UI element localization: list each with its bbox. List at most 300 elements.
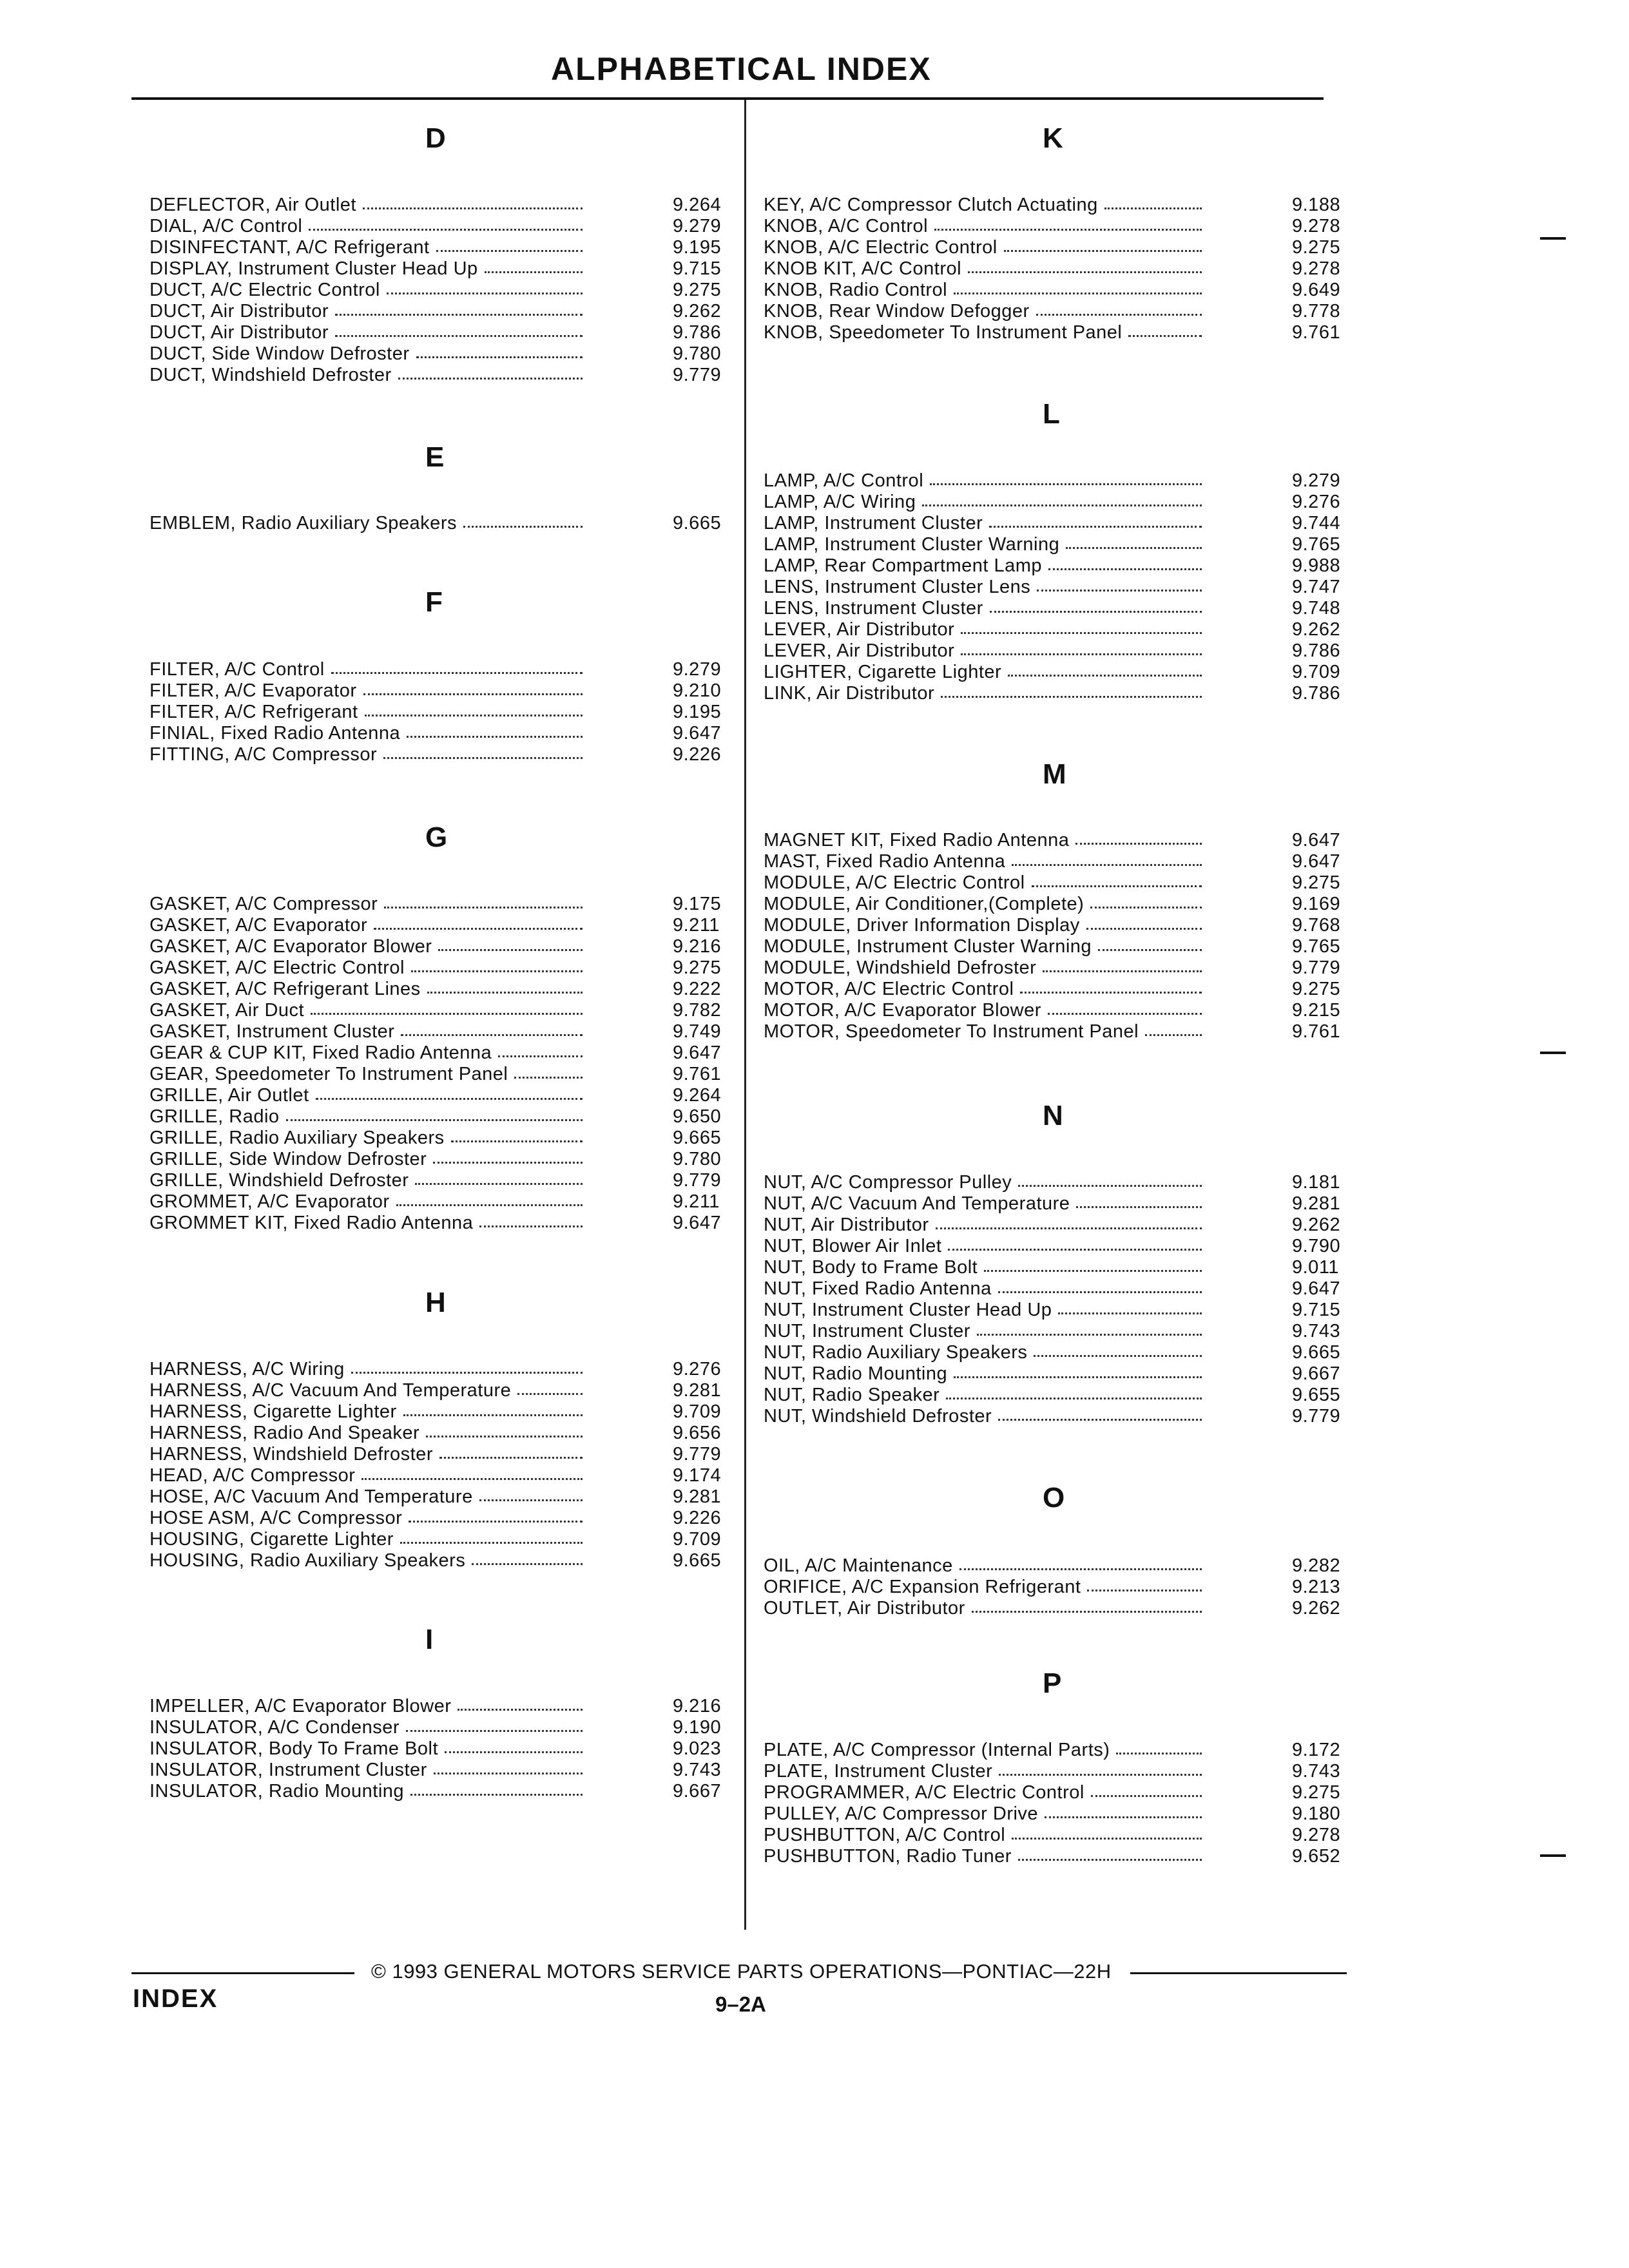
index-entry bbox=[149, 1465, 729, 1486]
dot-leader bbox=[1104, 207, 1202, 209]
index-group bbox=[149, 1696, 729, 1802]
entry-page: 9.779 bbox=[1292, 957, 1341, 978]
entry-page: 9.264 bbox=[673, 195, 722, 215]
dot-leader bbox=[1090, 907, 1202, 908]
dot-leader bbox=[331, 672, 583, 674]
entry-page: 9.275 bbox=[1292, 872, 1341, 893]
entry-name: LAMP, Rear Compartment Lamp bbox=[764, 555, 1043, 576]
dot-leader bbox=[1012, 1838, 1202, 1840]
entry-name: NUT, Windshield Defroster bbox=[764, 1406, 992, 1427]
entry-page: 9.743 bbox=[1292, 1761, 1341, 1782]
index-entry bbox=[149, 1043, 729, 1064]
dot-leader bbox=[436, 250, 583, 252]
entry-page: 9.748 bbox=[1292, 598, 1341, 619]
index-entry bbox=[764, 1385, 1356, 1406]
entry-page: 9.211 bbox=[673, 915, 720, 936]
dot-leader bbox=[438, 949, 583, 951]
index-entry bbox=[149, 723, 729, 744]
dot-leader bbox=[1048, 1013, 1202, 1015]
entry-page: 9.667 bbox=[673, 1781, 722, 1802]
index-entry bbox=[764, 1172, 1356, 1193]
index-entry bbox=[764, 915, 1356, 936]
entry-page: 9.210 bbox=[673, 680, 722, 701]
dot-leader bbox=[479, 1499, 583, 1501]
index-entry bbox=[764, 258, 1356, 280]
index-entry bbox=[764, 640, 1356, 662]
index-entry bbox=[149, 280, 729, 301]
entry-name: PLATE, Instrument Cluster bbox=[764, 1761, 993, 1782]
index-entry bbox=[764, 619, 1356, 640]
dot-leader bbox=[384, 907, 583, 908]
entry-page: 9.216 bbox=[673, 936, 722, 957]
index-entry bbox=[764, 1021, 1356, 1043]
entry-page: 9.279 bbox=[1292, 470, 1341, 491]
entry-page: 9.656 bbox=[673, 1423, 722, 1443]
index-entry bbox=[764, 851, 1356, 872]
entry-name: KNOB, Radio Control bbox=[764, 280, 948, 300]
dot-leader bbox=[383, 757, 583, 759]
entry-name: NUT, Instrument Cluster Head Up bbox=[764, 1300, 1052, 1320]
index-entry bbox=[149, 1423, 729, 1444]
index-entry bbox=[764, 534, 1356, 555]
entry-page: 9.650 bbox=[673, 1106, 722, 1127]
dot-leader bbox=[407, 736, 583, 738]
entry-page: 9.761 bbox=[1292, 1021, 1341, 1042]
section-label: INDEX bbox=[133, 1984, 218, 2013]
dot-leader bbox=[1004, 250, 1202, 252]
entry-name: MOTOR, A/C Evaporator Blower bbox=[764, 1000, 1041, 1021]
dot-leader bbox=[930, 483, 1202, 485]
index-entry bbox=[764, 322, 1356, 343]
index-entry bbox=[764, 1761, 1356, 1782]
entry-page: 9.211 bbox=[673, 1191, 720, 1212]
entry-name: GASKET, A/C Electric Control bbox=[149, 957, 405, 978]
dot-leader bbox=[363, 207, 583, 209]
entry-page: 9.172 bbox=[1292, 1740, 1341, 1760]
dot-leader bbox=[1037, 590, 1202, 591]
dot-leader bbox=[1087, 1590, 1202, 1591]
dot-leader bbox=[335, 314, 583, 316]
entry-name: OUTLET, Air Distributor bbox=[764, 1598, 965, 1619]
entry-name: GRILLE, Side Window Defroster bbox=[149, 1149, 427, 1169]
index-entry bbox=[149, 1550, 729, 1571]
section-letter: K bbox=[1043, 122, 1063, 154]
dot-leader bbox=[954, 1376, 1202, 1378]
index-entry bbox=[764, 555, 1356, 577]
dot-leader bbox=[999, 1774, 1202, 1776]
dot-leader bbox=[934, 229, 1202, 231]
dot-leader bbox=[1116, 1753, 1202, 1754]
entry-page: 9.181 bbox=[1292, 1172, 1341, 1193]
entry-name: LENS, Instrument Cluster bbox=[764, 598, 983, 619]
index-entry bbox=[149, 1191, 729, 1213]
dot-leader bbox=[514, 1077, 583, 1079]
entry-page: 9.768 bbox=[1292, 915, 1341, 936]
section-letter: N bbox=[1043, 1100, 1063, 1131]
dot-leader bbox=[922, 505, 1202, 506]
index-entry bbox=[149, 744, 729, 765]
entry-page: 9.786 bbox=[1292, 683, 1341, 704]
entry-name: HEAD, A/C Compressor bbox=[149, 1465, 356, 1486]
entry-page: 9.765 bbox=[1292, 534, 1341, 555]
entry-page: 9.222 bbox=[673, 979, 722, 999]
entry-name: GRILLE, Air Outlet bbox=[149, 1085, 309, 1106]
entry-page: 9.275 bbox=[1292, 1782, 1341, 1803]
dot-leader bbox=[972, 1611, 1202, 1613]
index-entry bbox=[149, 680, 729, 702]
dot-leader bbox=[472, 1563, 583, 1565]
entry-name: DUCT, Air Distributor bbox=[149, 301, 329, 322]
dot-leader bbox=[387, 293, 583, 294]
page-title: ALPHABETICAL INDEX bbox=[551, 51, 932, 87]
footer-copyright: © 1993 GENERAL MOTORS SERVICE PARTS OPERATIONS—PONTIAC—22H bbox=[371, 1960, 1112, 1983]
entry-name: GRILLE, Radio Auxiliary Speakers bbox=[149, 1128, 445, 1148]
index-entry bbox=[764, 1193, 1356, 1215]
dot-leader bbox=[1012, 864, 1202, 866]
index-entry bbox=[149, 1170, 729, 1191]
index-entry bbox=[764, 830, 1356, 851]
entry-page: 9.278 bbox=[1292, 1825, 1341, 1845]
entry-name: MODULE, Air Conditioner,(Complete) bbox=[764, 894, 1084, 914]
dot-leader bbox=[517, 1393, 583, 1395]
index-entry bbox=[149, 195, 729, 216]
entry-page: 9.282 bbox=[1292, 1555, 1341, 1576]
entry-name: PUSHBUTTON, A/C Control bbox=[764, 1825, 1006, 1845]
dot-leader bbox=[311, 1013, 583, 1015]
entry-page: 9.175 bbox=[673, 894, 722, 914]
entry-name: MODULE, Instrument Cluster Warning bbox=[764, 936, 1092, 957]
entry-page: 9.779 bbox=[673, 365, 722, 385]
dot-leader bbox=[1018, 1185, 1202, 1187]
dot-leader bbox=[959, 1568, 1202, 1570]
dot-leader bbox=[936, 1227, 1202, 1229]
entry-name: NUT, Air Distributor bbox=[764, 1215, 929, 1235]
entry-name: HOSE, A/C Vacuum And Temperature bbox=[149, 1486, 473, 1507]
entry-name: MODULE, Windshield Defroster bbox=[764, 957, 1037, 978]
index-entry bbox=[764, 894, 1356, 915]
entry-name: NUT, Instrument Cluster bbox=[764, 1321, 970, 1341]
index-entry bbox=[149, 936, 729, 957]
index-entry bbox=[764, 1577, 1356, 1598]
index-entry bbox=[149, 301, 729, 322]
index-entry bbox=[764, 1825, 1356, 1846]
entry-page: 9.275 bbox=[673, 280, 722, 300]
entry-page: 9.023 bbox=[673, 1738, 722, 1759]
entry-name: HOUSING, Radio Auxiliary Speakers bbox=[149, 1550, 466, 1571]
entry-name: FILTER, A/C Evaporator bbox=[149, 680, 357, 701]
index-entry bbox=[764, 216, 1356, 237]
dot-leader bbox=[1086, 928, 1202, 930]
dot-leader bbox=[400, 1542, 583, 1544]
entry-page: 9.281 bbox=[1292, 1193, 1341, 1214]
index-entry bbox=[764, 1257, 1356, 1278]
index-entry bbox=[764, 1740, 1356, 1761]
dot-leader bbox=[1043, 970, 1202, 972]
entry-page: 9.276 bbox=[1292, 492, 1341, 512]
dot-leader bbox=[406, 1730, 583, 1732]
section-letter: O bbox=[1043, 1482, 1065, 1514]
footer-rule-left bbox=[131, 1972, 354, 1974]
dot-leader bbox=[434, 1773, 583, 1774]
entry-name: DUCT, Windshield Defroster bbox=[149, 365, 392, 385]
dot-leader bbox=[1034, 1355, 1202, 1357]
index-entry bbox=[149, 322, 729, 343]
entry-page: 9.226 bbox=[673, 744, 722, 765]
entry-name: FILTER, A/C Refrigerant bbox=[149, 702, 358, 722]
section-letter: D bbox=[425, 122, 446, 154]
entry-page: 9.743 bbox=[673, 1760, 722, 1780]
page-number: 9–2A bbox=[715, 1992, 766, 2016]
entry-page: 9.195 bbox=[673, 237, 722, 258]
entry-page: 9.647 bbox=[673, 1213, 722, 1233]
dot-leader bbox=[990, 611, 1202, 613]
index-group bbox=[764, 1555, 1356, 1619]
dot-leader bbox=[409, 1521, 583, 1523]
entry-name: HARNESS, A/C Vacuum And Temperature bbox=[149, 1380, 512, 1401]
entry-name: DUCT, Air Distributor bbox=[149, 322, 329, 343]
entry-name: PLATE, A/C Compressor (Internal Parts) bbox=[764, 1740, 1110, 1760]
index-entry bbox=[764, 683, 1356, 704]
dot-leader bbox=[1048, 568, 1202, 570]
index-entry bbox=[764, 1300, 1356, 1321]
dot-leader bbox=[426, 1436, 583, 1437]
entry-name: HOSE ASM, A/C Compressor bbox=[149, 1508, 403, 1528]
entry-page: 9.647 bbox=[1292, 830, 1341, 850]
entry-name: HARNESS, Cigarette Lighter bbox=[149, 1401, 397, 1422]
entry-page: 9.262 bbox=[673, 301, 722, 322]
index-entry bbox=[149, 1000, 729, 1021]
index-entry bbox=[149, 1401, 729, 1423]
dot-leader bbox=[485, 271, 583, 273]
index-entry bbox=[149, 365, 729, 386]
entry-page: 9.779 bbox=[673, 1170, 722, 1191]
entry-name: HARNESS, A/C Wiring bbox=[149, 1359, 345, 1379]
entry-page: 9.779 bbox=[1292, 1406, 1341, 1427]
index-entry bbox=[149, 1508, 729, 1529]
entry-name: LAMP, A/C Wiring bbox=[764, 492, 916, 512]
index-entry bbox=[764, 1782, 1356, 1803]
section-letter: G bbox=[425, 822, 448, 853]
dot-leader bbox=[998, 1291, 1202, 1293]
margin-mark bbox=[1540, 1854, 1566, 1857]
dot-leader bbox=[1128, 335, 1202, 337]
entry-page: 9.761 bbox=[673, 1064, 722, 1084]
dot-leader bbox=[968, 271, 1202, 273]
index-group bbox=[149, 894, 729, 1234]
margin-mark bbox=[1540, 237, 1566, 240]
dot-leader bbox=[961, 653, 1202, 655]
dot-leader bbox=[1032, 885, 1202, 887]
dot-leader bbox=[1036, 314, 1202, 316]
entry-name: NUT, Radio Speaker bbox=[764, 1385, 940, 1405]
dot-leader bbox=[1058, 1312, 1202, 1314]
entry-page: 9.786 bbox=[673, 322, 722, 343]
index-entry bbox=[764, 957, 1356, 979]
entry-name: NUT, A/C Vacuum And Temperature bbox=[764, 1193, 1070, 1214]
entry-page: 9.790 bbox=[1292, 1236, 1341, 1256]
entry-name: FITTING, A/C Compressor bbox=[149, 744, 378, 765]
entry-page: 9.011 bbox=[1292, 1257, 1339, 1278]
entry-name: OIL, A/C Maintenance bbox=[764, 1555, 953, 1576]
dot-leader bbox=[416, 356, 583, 358]
entry-name: NUT, Radio Auxiliary Speakers bbox=[764, 1342, 1028, 1363]
entry-name: GASKET, A/C Refrigerant Lines bbox=[149, 979, 421, 999]
entry-page: 9.652 bbox=[1292, 1846, 1341, 1867]
entry-page: 9.262 bbox=[1292, 619, 1341, 640]
entry-page: 9.778 bbox=[1292, 301, 1341, 322]
index-entry bbox=[764, 662, 1356, 683]
entry-name: GASKET, A/C Evaporator Blower bbox=[149, 936, 432, 957]
index-entry bbox=[149, 957, 729, 979]
entry-name: DIAL, A/C Control bbox=[149, 216, 303, 236]
index-group bbox=[764, 830, 1356, 1043]
entry-name: DEFLECTOR, Air Outlet bbox=[149, 195, 356, 215]
index-entry bbox=[764, 1342, 1356, 1363]
entry-name: GASKET, Air Duct bbox=[149, 1000, 305, 1021]
entry-name: EMBLEM, Radio Auxiliary Speakers bbox=[149, 513, 457, 533]
entry-name: LEVER, Air Distributor bbox=[764, 640, 955, 661]
dot-leader bbox=[1018, 1859, 1202, 1861]
entry-name: GRILLE, Radio bbox=[149, 1106, 280, 1127]
index-entry bbox=[149, 1696, 729, 1717]
entry-name: GEAR & CUP KIT, Fixed Radio Antenna bbox=[149, 1043, 492, 1063]
dot-leader bbox=[361, 1478, 583, 1480]
entry-page: 9.279 bbox=[673, 659, 722, 680]
entry-page: 9.780 bbox=[673, 1149, 722, 1169]
index-group bbox=[764, 1172, 1356, 1427]
entry-name: PULLEY, A/C Compressor Drive bbox=[764, 1803, 1039, 1824]
dot-leader bbox=[309, 229, 583, 231]
index-entry bbox=[764, 280, 1356, 301]
entry-name: MODULE, A/C Electric Control bbox=[764, 872, 1025, 893]
dot-leader bbox=[335, 335, 583, 337]
dot-leader bbox=[984, 1270, 1202, 1272]
entry-page: 9.665 bbox=[673, 1128, 722, 1148]
index-entry bbox=[149, 894, 729, 915]
section-letter: H bbox=[425, 1287, 446, 1318]
entry-name: DISINFECTANT, A/C Refrigerant bbox=[149, 237, 430, 258]
index-entry bbox=[764, 195, 1356, 216]
index-group bbox=[149, 513, 729, 534]
index-entry bbox=[764, 492, 1356, 513]
entry-page: 9.647 bbox=[673, 723, 722, 744]
index-entry bbox=[764, 1406, 1356, 1427]
entry-name: MODULE, Driver Information Display bbox=[764, 915, 1080, 936]
entry-page: 9.275 bbox=[673, 957, 722, 978]
entry-name: HARNESS, Windshield Defroster bbox=[149, 1444, 433, 1465]
entry-name: PROGRAMMER, A/C Electric Control bbox=[764, 1782, 1084, 1803]
dot-leader bbox=[398, 378, 583, 380]
entry-name: DUCT, A/C Electric Control bbox=[149, 280, 380, 300]
dot-leader bbox=[977, 1334, 1202, 1336]
entry-page: 9.786 bbox=[1292, 640, 1341, 661]
index-entry bbox=[149, 216, 729, 237]
dot-leader bbox=[948, 1249, 1202, 1251]
dot-leader bbox=[1008, 675, 1202, 677]
entry-page: 9.275 bbox=[1292, 979, 1341, 999]
dot-leader bbox=[401, 1034, 583, 1036]
dot-leader bbox=[410, 1794, 583, 1796]
entry-name: KNOB, Rear Window Defogger bbox=[764, 301, 1030, 322]
entry-name: KNOB, A/C Control bbox=[764, 216, 929, 236]
dot-leader bbox=[439, 1457, 583, 1459]
dot-leader bbox=[433, 1162, 583, 1164]
entry-page: 9.715 bbox=[673, 258, 722, 279]
index-entry bbox=[764, 872, 1356, 894]
dot-leader bbox=[374, 928, 583, 930]
index-entry bbox=[149, 1359, 729, 1380]
index-entry bbox=[764, 1803, 1356, 1825]
entry-name: NUT, Fixed Radio Antenna bbox=[764, 1278, 992, 1299]
dot-leader bbox=[351, 1372, 583, 1374]
entry-page: 9.780 bbox=[673, 343, 722, 364]
entry-page: 9.226 bbox=[673, 1508, 722, 1528]
index-entry bbox=[149, 1781, 729, 1802]
entry-page: 9.180 bbox=[1292, 1803, 1341, 1824]
index-entry bbox=[149, 237, 729, 258]
index-entry bbox=[764, 936, 1356, 957]
entry-page: 9.709 bbox=[1292, 662, 1341, 682]
dot-leader bbox=[941, 696, 1202, 698]
entry-name: NUT, A/C Compressor Pulley bbox=[764, 1172, 1012, 1193]
dot-leader bbox=[458, 1709, 583, 1711]
entry-name: KNOB, A/C Electric Control bbox=[764, 237, 998, 258]
entry-page: 9.195 bbox=[673, 702, 722, 722]
dot-leader bbox=[479, 1225, 583, 1227]
entry-page: 9.665 bbox=[673, 1550, 722, 1571]
dot-leader bbox=[946, 1398, 1202, 1399]
index-entry bbox=[764, 1846, 1356, 1867]
entry-name: MOTOR, A/C Electric Control bbox=[764, 979, 1014, 999]
entry-name: KNOB KIT, A/C Control bbox=[764, 258, 962, 279]
entry-page: 9.278 bbox=[1292, 258, 1341, 279]
section-letter: L bbox=[1043, 398, 1060, 430]
dot-leader bbox=[1076, 1206, 1202, 1208]
entry-page: 9.190 bbox=[673, 1717, 722, 1738]
entry-name: NUT, Blower Air Inlet bbox=[764, 1236, 942, 1256]
entry-name: DISPLAY, Instrument Cluster Head Up bbox=[149, 258, 478, 279]
index-entry bbox=[764, 598, 1356, 619]
entry-page: 9.216 bbox=[673, 1696, 722, 1716]
index-entry bbox=[149, 1085, 729, 1106]
entry-page: 9.667 bbox=[1292, 1363, 1341, 1384]
entry-page: 9.655 bbox=[1292, 1385, 1341, 1405]
entry-page: 9.169 bbox=[1292, 894, 1341, 914]
index-group bbox=[149, 195, 729, 386]
entry-page: 9.709 bbox=[673, 1529, 722, 1550]
dot-leader bbox=[451, 1140, 583, 1142]
index-entry bbox=[149, 513, 729, 534]
entry-name: FILTER, A/C Control bbox=[149, 659, 325, 680]
dot-leader bbox=[998, 1419, 1202, 1421]
index-entry bbox=[764, 1555, 1356, 1577]
entry-page: 9.213 bbox=[1292, 1577, 1341, 1597]
entry-name: GASKET, A/C Evaporator bbox=[149, 915, 368, 936]
entry-page: 9.647 bbox=[1292, 851, 1341, 872]
entry-name: DUCT, Side Window Defroster bbox=[149, 343, 410, 364]
index-entry bbox=[149, 979, 729, 1000]
dot-leader bbox=[989, 526, 1202, 528]
index-entry bbox=[149, 1760, 729, 1781]
dot-leader bbox=[1145, 1034, 1202, 1036]
entry-page: 9.665 bbox=[1292, 1342, 1341, 1363]
dot-leader bbox=[445, 1751, 583, 1753]
dot-leader bbox=[1020, 992, 1202, 994]
dot-leader bbox=[403, 1414, 583, 1416]
entry-page: 9.779 bbox=[673, 1444, 722, 1465]
entry-name: NUT, Body to Frame Bolt bbox=[764, 1257, 978, 1278]
dot-leader bbox=[363, 693, 583, 695]
